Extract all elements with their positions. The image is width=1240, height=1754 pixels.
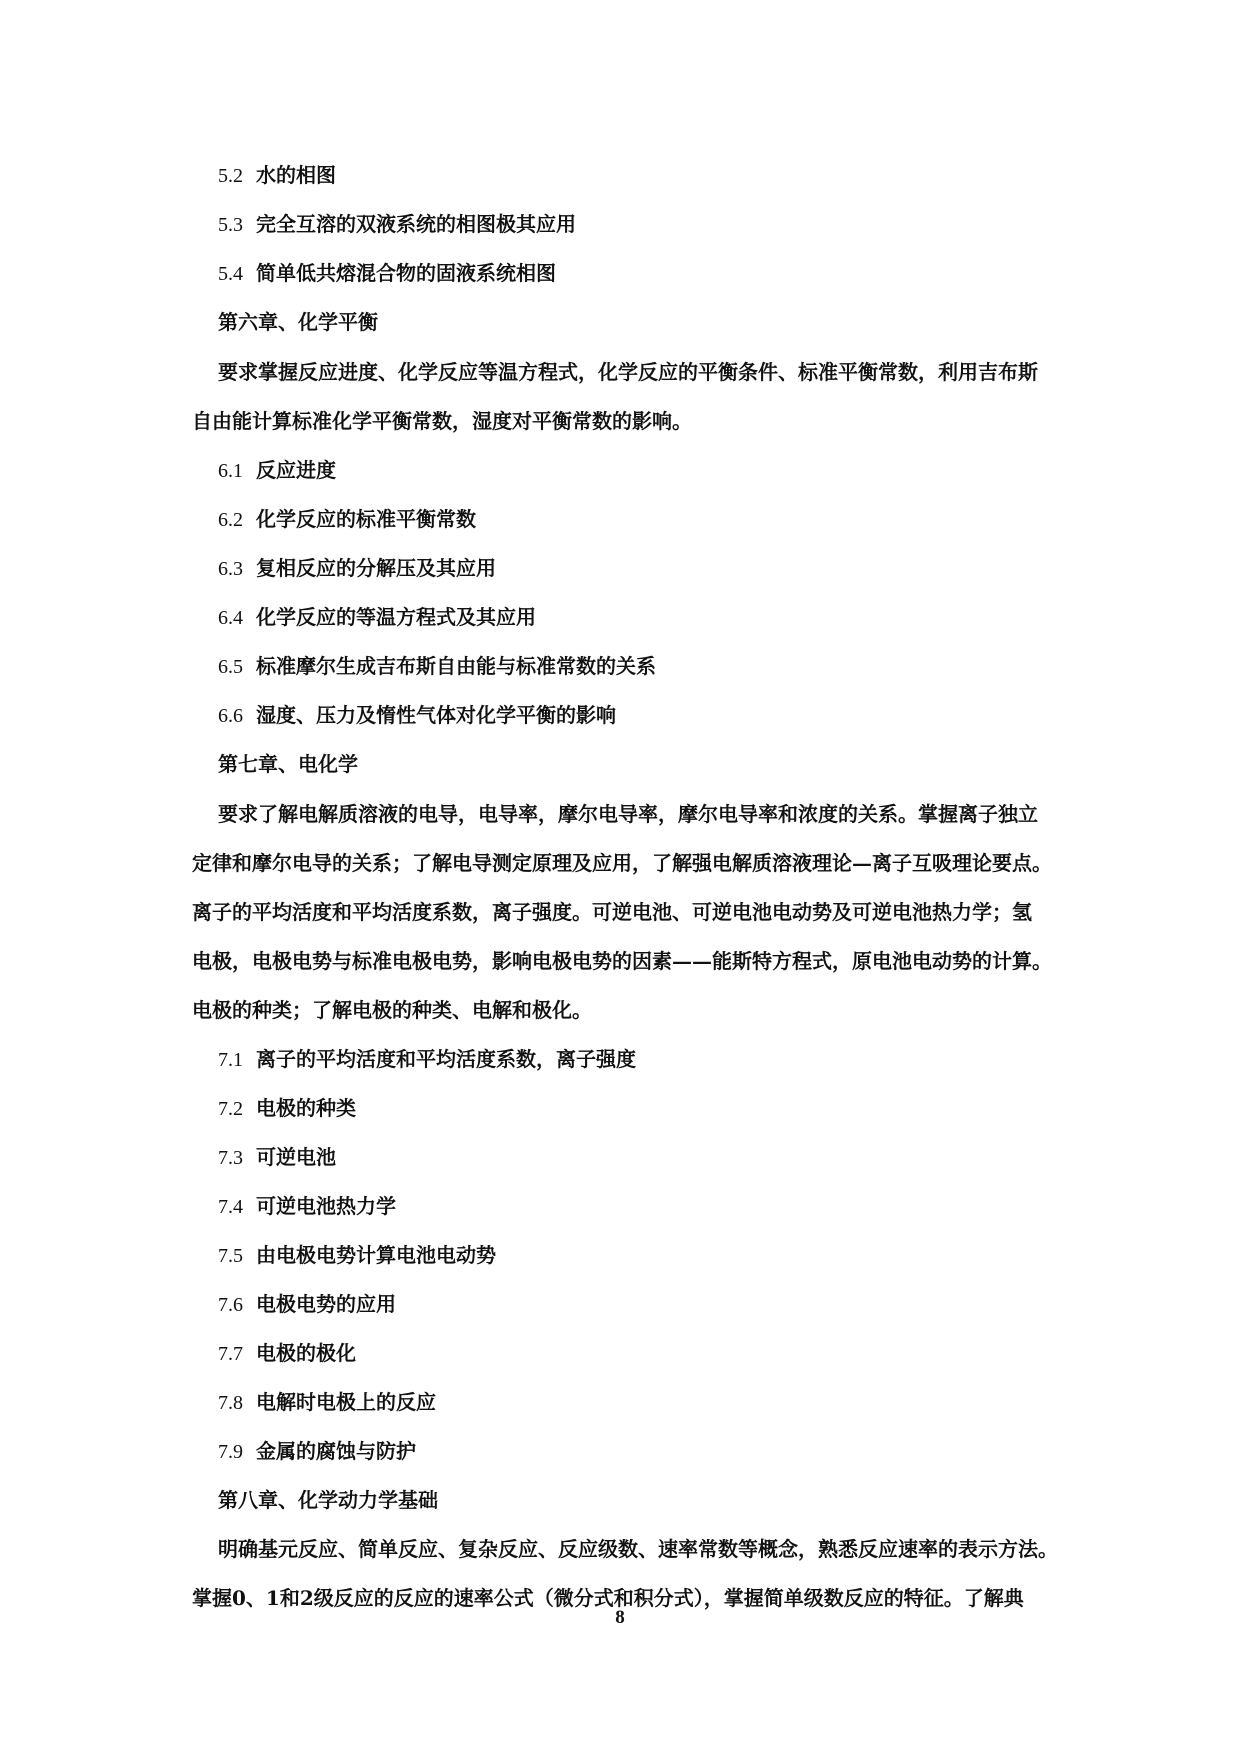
chapter-7-paragraph-line: 电极的种类；了解电极的种类、电解和极化。 [192, 998, 592, 1022]
section-number: 7.1 [218, 1049, 243, 1071]
section-7-7 [218, 1341, 356, 1366]
section-title: 标准摩尔生成吉布斯自由能与标准常数的关系 [256, 654, 656, 678]
chapter-7-heading: 第七章、电化学 [218, 752, 358, 776]
section-7-3 [218, 1145, 336, 1170]
section-title: 化学反应的等温方程式及其应用 [256, 605, 536, 629]
section-title: 离子的平均活度和平均活度系数，离子强度 [256, 1047, 636, 1071]
chapter-7-paragraph-line: 电极，电极电势与标准电极电势，影响电极电势的因素——能斯特方程式，原电池电动势的计算。 [192, 949, 1052, 973]
section-number: 7.5 [218, 1245, 243, 1267]
section-title: 可逆电池 [256, 1145, 336, 1169]
section-title: 水的相图 [256, 163, 336, 187]
section-number: 6.3 [218, 558, 243, 580]
section-number: 6.5 [218, 656, 243, 678]
section-5-3 [218, 212, 576, 237]
section-number: 6.2 [218, 509, 243, 531]
section-5-4 [218, 261, 556, 286]
section-number: 7.4 [218, 1196, 243, 1218]
section-title: 金属的腐蚀与防护 [256, 1439, 416, 1463]
section-number: 5.4 [218, 263, 243, 285]
section-title: 电解时电极上的反应 [256, 1390, 436, 1414]
section-number: 7.7 [218, 1343, 243, 1365]
section-title: 电极的种类 [256, 1096, 356, 1120]
chapter-8-paragraph-line: 掌握0、1和2级反应的反应的速率公式（微分式和积分式），掌握简单级数反应的特征。了解典 [192, 1586, 1024, 1610]
section-6-6 [218, 703, 616, 728]
section-title: 完全互溶的双液系统的相图极其应用 [256, 212, 576, 236]
section-number: 7.2 [218, 1098, 243, 1120]
section-7-2 [218, 1096, 356, 1121]
section-title: 湿度、压力及惰性气体对化学平衡的影响 [256, 703, 616, 727]
section-number: 6.1 [218, 460, 243, 482]
section-number: 7.6 [218, 1294, 243, 1316]
section-7-4 [218, 1194, 396, 1219]
section-title: 电极电势的应用 [256, 1292, 396, 1316]
section-number: 5.2 [218, 165, 243, 187]
section-title: 可逆电池热力学 [256, 1194, 396, 1218]
section-number: 7.8 [218, 1392, 243, 1414]
chapter-8-heading: 第八章、化学动力学基础 [218, 1488, 438, 1512]
section-7-5 [218, 1243, 496, 1268]
chapter-6-paragraph-line: 自由能计算标准化学平衡常数，湿度对平衡常数的影响。 [192, 409, 692, 433]
section-6-3 [218, 556, 496, 581]
section-title: 简单低共熔混合物的固液系统相图 [256, 261, 556, 285]
section-6-2 [218, 507, 476, 532]
section-title: 化学反应的标准平衡常数 [256, 507, 476, 531]
section-number: 7.3 [218, 1147, 243, 1169]
section-7-8 [218, 1390, 436, 1415]
section-6-1 [218, 458, 336, 483]
section-5-2 [218, 163, 336, 188]
chapter-6-paragraph-line: 要求掌握反应进度、化学反应等温方程式，化学反应的平衡条件、标准平衡常数，利用吉布斯 [218, 360, 1038, 384]
section-title: 反应进度 [256, 458, 336, 482]
chapter-7-paragraph-line: 离子的平均活度和平均活度系数，离子强度。可逆电池、可逆电池电动势及可逆电池热力学；氢 [192, 900, 1032, 924]
page-number: 8 [615, 1607, 625, 1628]
chapter-8-paragraph-line: 明确基元反应、简单反应、复杂反应、反应级数、速率常数等概念，熟悉反应速率的表示方法。 [218, 1537, 1058, 1561]
chapter-7-paragraph-line: 定律和摩尔电导的关系；了解电导测定原理及应用，了解强电解质溶液理论—离子互吸理论要点。 [192, 851, 1052, 875]
section-7-9 [218, 1439, 416, 1464]
section-number: 6.4 [218, 607, 243, 629]
chapter-7-paragraph-line: 要求了解电解质溶液的电导，电导率，摩尔电导率，摩尔电导率和浓度的关系。掌握离子独立 [218, 802, 1038, 826]
section-number: 7.9 [218, 1441, 243, 1463]
chapter-6-heading: 第六章、化学平衡 [218, 310, 378, 334]
section-6-4 [218, 605, 536, 630]
section-title: 复相反应的分解压及其应用 [256, 556, 496, 580]
section-7-6 [218, 1292, 396, 1317]
section-number: 6.6 [218, 705, 243, 727]
section-6-5 [218, 654, 656, 679]
section-number: 5.3 [218, 214, 243, 236]
section-title: 由电极电势计算电池电动势 [256, 1243, 496, 1267]
section-title: 电极的极化 [256, 1341, 356, 1365]
section-7-1 [218, 1047, 636, 1072]
